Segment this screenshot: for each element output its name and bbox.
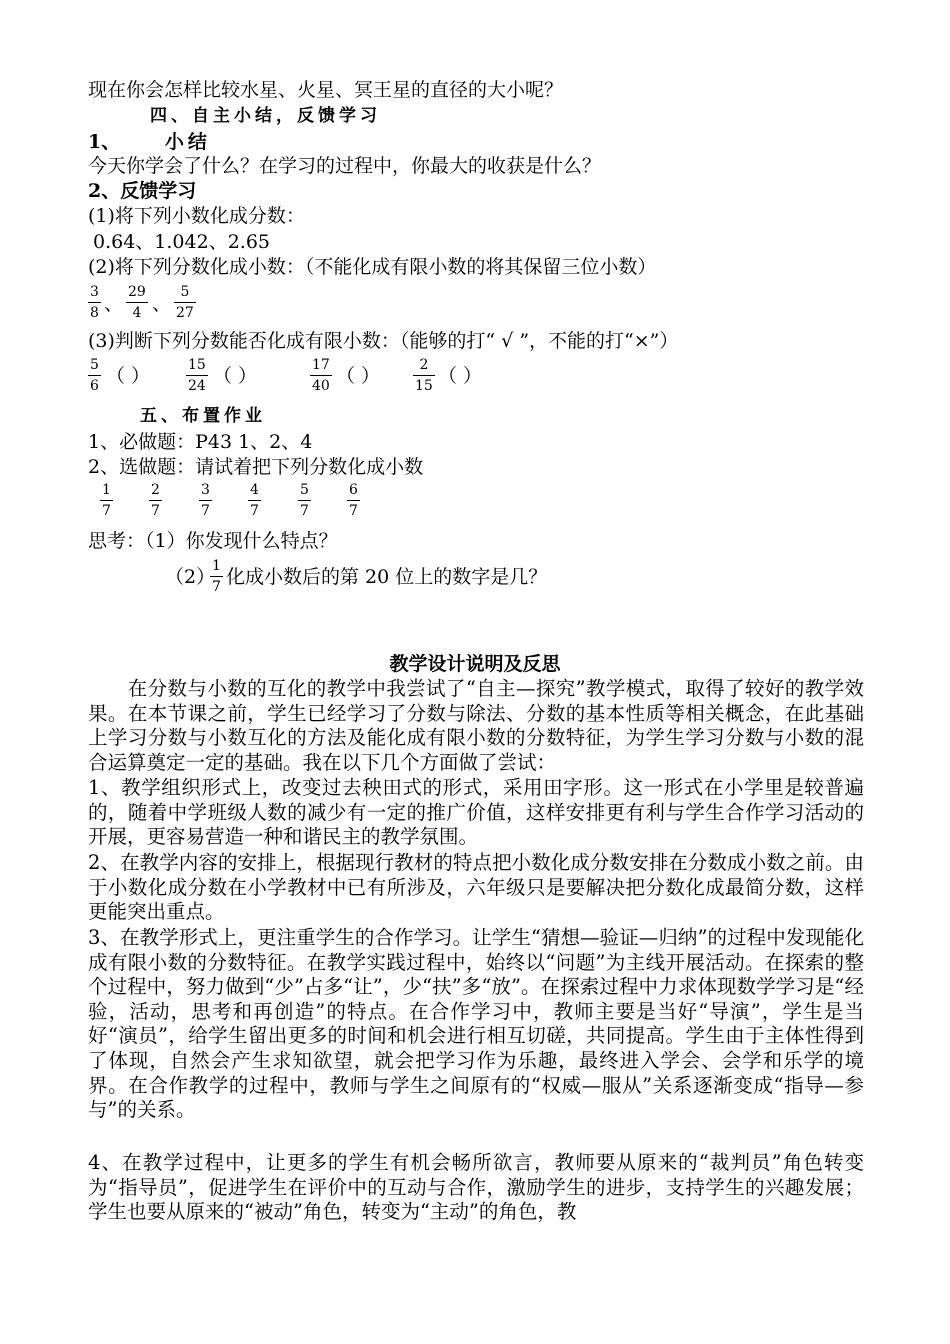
q3-fraction bbox=[186, 356, 208, 395]
fraction-denominator: 40 bbox=[312, 378, 330, 394]
think-question-1: 思考：（1）你发现什么特点？ bbox=[88, 530, 338, 552]
answer-blank[interactable]: （ ） bbox=[106, 365, 151, 387]
summary-text: 今天你学会了什么？在学习的过程中，你最大的收获是什么？ bbox=[88, 155, 602, 177]
fraction-numerator: 3 bbox=[201, 482, 210, 498]
q3-fraction bbox=[310, 356, 332, 395]
reflection-paragraph-1: 1、教学组织形式上，改变过去秧田式的形式，采用田字形。这一形式在小学里是较普遍的，随着中学班级人数的减少有一定的推广价值，这样安排更有利与学生合作学习活动的开展，更容易营造一种和谐民主的教学氛围。 bbox=[88, 776, 864, 849]
homework-optional: 2、选做题：请试着把下列分数化成小数 bbox=[88, 456, 424, 478]
fraction-numerator: 3 bbox=[90, 284, 99, 300]
homework-fraction bbox=[100, 481, 113, 520]
q3-fraction bbox=[88, 356, 101, 395]
intro-question: 现在你会怎样比较水星、火星、冥王星的直径的大小呢？ bbox=[88, 79, 564, 101]
question-1: (1)将下列小数化成分数： bbox=[88, 205, 305, 227]
fraction-numerator: 1 bbox=[102, 482, 111, 498]
fraction-denominator: 7 bbox=[250, 503, 259, 519]
section5-heading: 五、布置作业 bbox=[140, 406, 266, 426]
fraction-denominator: 27 bbox=[176, 305, 194, 321]
q3-fraction bbox=[413, 356, 435, 395]
fraction-numerator: 29 bbox=[128, 284, 146, 300]
separator: 、 bbox=[152, 293, 172, 315]
homework-fraction bbox=[248, 481, 261, 520]
fraction-denominator: 7 bbox=[151, 503, 160, 519]
question-2: (2)将下列分数化成小数：（不能化成有限小数的将其保留三位小数） bbox=[88, 256, 657, 278]
summary-heading bbox=[88, 130, 211, 155]
fraction-numerator: 6 bbox=[349, 482, 358, 498]
fraction-denominator: 7 bbox=[349, 503, 358, 519]
think-fraction bbox=[210, 557, 223, 596]
question-3: (3)判断下列分数能否化成有限小数：（能够的打“ √ ”，不能的打“×”） bbox=[88, 330, 679, 352]
reflection-paragraph-3: 3、在教学形式上，更注重学生的合作学习。让学生“猜想—验证—归纳”的过程中发现能化成有限小数的分数特征。在教学实践过程中，始终以“问题”为主线开展活动。在探索的整个过程中，努力做到“少”占多“让”，少“扶”多“放”。在探索过程中力求体现数学学习是“经验，活动，思考和再创造”的特点。在合作学习中，教师主要是当好“导演”，学生是当好“演员”，给学生留出更多的时间和机会进行相互切磋，共同提高。学生由于主体性得到了体现，自然会产生求知欲望，就会把学习作为乐趣，最终进入学会、会学和乐学的境界。在合作教学的过程中，教师与学生之间原有的“权威—服从”关系逐渐变成“指导—参与”的关系。 bbox=[88, 926, 864, 1122]
fraction-denominator: 6 bbox=[90, 378, 99, 394]
homework-fraction bbox=[298, 481, 311, 520]
fraction-denominator: 7 bbox=[201, 503, 210, 519]
fraction-numerator: 4 bbox=[250, 482, 259, 498]
separator: 、 bbox=[104, 293, 124, 315]
fraction-denominator: 7 bbox=[102, 503, 111, 519]
q2-fraction bbox=[174, 283, 196, 322]
reflection-paragraph-intro: 在分数与小数的互化的教学中我尝试了“自主—探究”教学模式，取得了较好的教学效果。在本节课之前，学生已经学习了分数与除法、分数的基本性质等相关概念，在此基础上学习分数与小数互化的方法及能化成有限小数的分数特征，为学生学习分数与小数的混合运算奠定一定的基础。我在以下几个方面做了尝试： bbox=[88, 677, 864, 774]
fraction-numerator: 2 bbox=[151, 482, 160, 498]
homework-fraction bbox=[347, 481, 360, 520]
reflection-paragraph-2: 2、在教学内容的安排上，根据现行教材的特点把小数化成分数安排在分数成小数之前。由于小数化成分数在小学教材中已有所涉及，六年级只是要解决把分数化成最简分数，这样更能突出重点。 bbox=[88, 851, 864, 924]
fraction-numerator: 2 bbox=[419, 357, 429, 373]
fraction-numerator: 5 bbox=[90, 357, 99, 373]
question-1-values: 0.64、1.042、2.65 bbox=[93, 231, 271, 253]
q2-fraction bbox=[126, 283, 148, 322]
fraction-numerator: 5 bbox=[300, 482, 309, 498]
homework-required: 1、必做题：P43 1、2、4 bbox=[88, 431, 313, 453]
section4-heading: 四、自主小结，反馈学习 bbox=[150, 106, 381, 126]
fraction-numerator: 15 bbox=[188, 357, 206, 373]
q2-fraction bbox=[88, 283, 101, 322]
reflection-title: 教学设计说明及反思 bbox=[389, 653, 561, 675]
feedback-title: 2、反馈学习 bbox=[88, 180, 197, 202]
summary-title: 小结 bbox=[164, 131, 211, 153]
fraction-numerator: 5 bbox=[180, 284, 190, 300]
think-question-2-prefix: （2） bbox=[165, 566, 216, 588]
homework-fraction bbox=[199, 481, 212, 520]
fraction-denominator: 15 bbox=[415, 378, 433, 394]
think-question-2-text: 化成小数后的第 20 位上的数字是几？ bbox=[226, 566, 548, 588]
fraction-denominator: 7 bbox=[300, 503, 309, 519]
answer-blank[interactable]: （ ） bbox=[336, 365, 381, 387]
summary-number: 1、 bbox=[88, 131, 121, 153]
fraction-numerator: 17 bbox=[312, 357, 330, 373]
fraction-numerator: 1 bbox=[212, 558, 221, 574]
fraction-denominator: 4 bbox=[132, 305, 142, 321]
answer-blank[interactable]: （ ） bbox=[438, 365, 483, 387]
fraction-denominator: 24 bbox=[188, 378, 206, 394]
answer-blank[interactable]: （ ） bbox=[213, 365, 258, 387]
reflection-paragraph-4: 4、在教学过程中，让更多的学生有机会畅所欲言，教师要从原来的“裁判员”角色转变为“指导员”，促进学生在评价中的互动与合作，激励学生的进步，支持学生的兴趣发展；学生也要从原来的“被动”角色，转变为“主动”的角色，教 bbox=[88, 1151, 864, 1224]
fraction-denominator: 7 bbox=[212, 579, 221, 595]
homework-fraction bbox=[149, 481, 162, 520]
fraction-denominator: 8 bbox=[90, 305, 99, 321]
